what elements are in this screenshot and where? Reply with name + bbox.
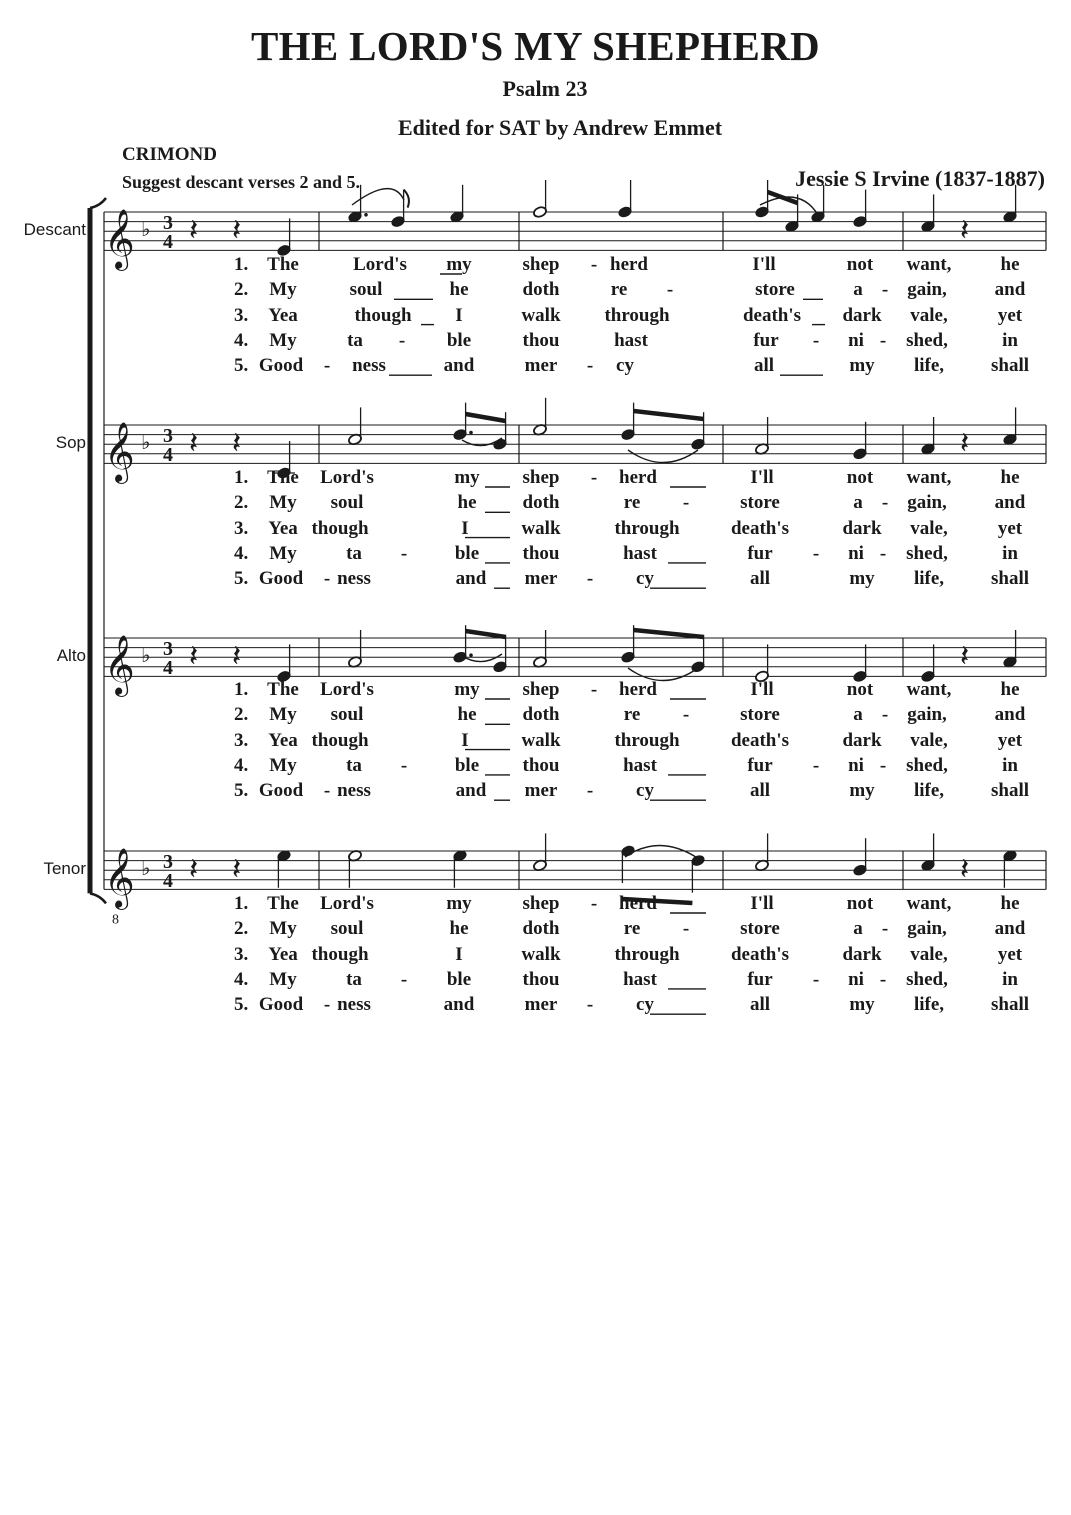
lyric-syllable: ta [346, 542, 362, 564]
lyric-syllable: he [1000, 679, 1020, 700]
lyric-syllable: though [311, 943, 369, 965]
lyric-syllable: soul [330, 492, 364, 514]
lyric-syllable: Yea [268, 729, 298, 751]
lyric-syllable: in [1002, 754, 1018, 776]
beam [466, 414, 506, 421]
lyric-hyphen: - [323, 780, 331, 802]
lyric-syllable: shall [990, 780, 1030, 802]
lyric-syllable: fur [747, 542, 773, 564]
quarter-rest: 𝄽 [189, 426, 199, 461]
lyric-syllable: not [846, 893, 874, 914]
part-label-alto: Alto [56, 646, 86, 665]
lyric-syllable: death's [730, 943, 790, 965]
lyric-syllable: I'll [750, 467, 774, 488]
lyric-hyphen: - [586, 355, 594, 377]
lyric-syllable: ni [848, 542, 864, 564]
lyric-hyphen: - [881, 704, 889, 726]
lyric-syllable: Lord's [320, 467, 374, 488]
lyric-syllable: want, [906, 893, 952, 914]
lyric-syllable: My [269, 492, 297, 514]
lyric-syllable: though [354, 304, 412, 326]
verse-number: 3. [234, 943, 249, 965]
lyric-syllable: life, [913, 780, 945, 802]
lyric-syllable: and [994, 279, 1026, 301]
lyric-syllable: my [446, 893, 472, 914]
lyric-syllable: My [269, 918, 297, 940]
beam [466, 631, 506, 637]
lyric-syllable: walk [521, 943, 561, 965]
lyric-syllable: hast [623, 754, 657, 776]
quarter-rest: 𝄽 [232, 639, 242, 674]
lyric-syllable: Good [258, 994, 304, 1016]
page-title: THE LORD'S MY SHEPHERD [251, 23, 820, 69]
lyric-syllable: cy [636, 994, 654, 1016]
lyric-syllable: herd [619, 893, 657, 914]
lyric-syllable: ness [337, 568, 371, 590]
lyric-hyphen: - [400, 968, 408, 990]
lyric-syllable: not [846, 254, 874, 275]
verse-number: 1. [234, 893, 249, 914]
verse-number: 1. [234, 679, 249, 700]
lyric-syllable: doth [522, 492, 560, 514]
treble-clef: 𝄞 [104, 848, 135, 908]
lyric-syllable: cy [636, 780, 654, 802]
lyric-syllable: death's [730, 729, 790, 751]
lyric-hyphen: - [879, 754, 887, 776]
slur [625, 845, 699, 859]
lyric-syllable: gain, [907, 492, 947, 514]
lyric-hyphen: - [398, 329, 406, 351]
lyric-syllable: through [614, 729, 680, 751]
lyric-syllable: life, [913, 355, 945, 377]
eighth-flag [404, 190, 409, 208]
quarter-rest: 𝄽 [960, 426, 970, 461]
lyric-hyphen: - [323, 568, 331, 590]
lyric-syllable: want, [906, 254, 952, 275]
lyric-syllable: re [623, 918, 641, 940]
lyric-syllable: doth [522, 704, 560, 726]
key-signature-flat: ♭ [141, 430, 151, 455]
verse-number: 1. [234, 467, 249, 488]
lyric-syllable: not [846, 679, 874, 700]
lyric-syllable: ni [848, 329, 864, 351]
lyric-syllable: shall [990, 568, 1030, 590]
lyric-syllable: My [269, 754, 297, 776]
lyric-syllable: The [267, 893, 299, 914]
verse-number: 2. [234, 492, 249, 514]
verse-number: 3. [234, 729, 249, 751]
slur [352, 189, 404, 205]
lyric-syllable: re [623, 492, 641, 514]
lyric-syllable: a [853, 492, 863, 514]
lyric-hyphen: - [590, 467, 598, 488]
lyric-syllable: ni [848, 754, 864, 776]
lyric-syllable: gain, [907, 918, 947, 940]
tune-name: CRIMOND [122, 144, 217, 165]
lyric-syllable: store [755, 279, 795, 301]
lyric-syllable: ness [337, 780, 371, 802]
time-signature-top: 3 [163, 425, 173, 447]
time-signature-bottom: 4 [163, 657, 173, 679]
lyric-hyphen: - [682, 918, 690, 940]
lyric-syllable: gain, [907, 704, 947, 726]
lyric-syllable: Lord's [353, 254, 407, 275]
lyric-syllable: I'll [752, 254, 776, 275]
dot [364, 213, 368, 217]
lyric-syllable: through [604, 304, 670, 326]
lyric-hyphen: - [323, 994, 331, 1016]
lyric-syllable: and [455, 568, 487, 590]
lyric-hyphen: - [586, 568, 594, 590]
verse-number: 3. [234, 517, 249, 539]
performance-note: Suggest descant verses 2 and 5. [122, 172, 361, 192]
lyric-syllable: hast [614, 329, 648, 351]
lyric-syllable: mer [524, 780, 558, 802]
lyric-syllable: ble [454, 542, 480, 564]
lyric-syllable: My [269, 542, 297, 564]
dot [469, 653, 473, 657]
lyric-hyphen: - [812, 542, 820, 564]
lyric-syllable: and [455, 780, 487, 802]
lyric-syllable: all [749, 994, 771, 1016]
lyric-syllable: dark [842, 729, 882, 751]
lyric-syllable: my [446, 254, 472, 275]
time-signature-bottom: 4 [163, 231, 173, 253]
part-label-tenor: Tenor [43, 859, 86, 878]
lyric-syllable: My [269, 279, 297, 301]
lyric-syllable: though [311, 729, 369, 751]
lyric-hyphen: - [400, 542, 408, 564]
lyric-syllable: I [461, 517, 469, 539]
lyric-syllable: vale, [910, 517, 948, 539]
dot [469, 431, 473, 435]
lyric-syllable: I [455, 943, 463, 965]
lyric-syllable: death's [730, 517, 790, 539]
lyric-syllable: shep [522, 893, 560, 914]
lyric-syllable: he [457, 704, 477, 726]
lyric-syllable: doth [522, 918, 560, 940]
lyric-syllable: gain, [907, 279, 947, 301]
lyric-syllable: shall [990, 994, 1030, 1016]
lyric-syllable: he [457, 492, 477, 514]
lyric-syllable: store [740, 492, 780, 514]
lyric-syllable: yet [997, 943, 1023, 965]
lyric-syllable: all [749, 780, 771, 802]
lyric-syllable: ni [848, 968, 864, 990]
lyric-syllable: thou [522, 754, 560, 776]
lyric-syllable: a [853, 279, 863, 301]
time-signature-top: 3 [163, 851, 173, 873]
lyric-syllable: doth [522, 279, 560, 301]
lyric-syllable: he [1000, 467, 1020, 488]
lyric-syllable: herd [610, 254, 648, 275]
lyric-syllable: Yea [268, 517, 298, 539]
time-signature-bottom: 4 [163, 444, 173, 466]
verse-number: 2. [234, 279, 249, 301]
lyric-syllable: through [614, 943, 680, 965]
lyric-syllable: Lord's [320, 893, 374, 914]
lyric-syllable: re [610, 279, 628, 301]
treble-clef: 𝄞 [104, 209, 135, 269]
lyric-syllable: shall [990, 355, 1030, 377]
lyric-syllable: my [454, 467, 480, 488]
lyric-syllable: mer [524, 994, 558, 1016]
lyric-hyphen: - [586, 994, 594, 1016]
lyric-syllable: store [740, 918, 780, 940]
lyric-syllable: I'll [750, 893, 774, 914]
lyric-syllable: dark [842, 943, 882, 965]
verse-number: 5. [234, 780, 249, 802]
lyric-syllable: hast [623, 968, 657, 990]
lyric-syllable: ble [454, 754, 480, 776]
lyric-hyphen: - [590, 679, 598, 700]
lyric-syllable: my [849, 994, 875, 1016]
verse-number: 4. [234, 754, 249, 776]
lyric-syllable: ness [352, 355, 386, 377]
time-signature-bottom: 4 [163, 870, 173, 892]
lyric-syllable: vale, [910, 304, 948, 326]
lyric-syllable: in [1002, 968, 1018, 990]
lyric-syllable: store [740, 704, 780, 726]
lyric-syllable: ble [446, 968, 472, 990]
lyric-syllable: and [443, 355, 475, 377]
lyric-syllable: vale, [910, 943, 948, 965]
lyric-hyphen: - [881, 492, 889, 514]
lyric-syllable: and [994, 492, 1026, 514]
bracket-top-hook [90, 198, 106, 208]
lyric-syllable: he [1000, 254, 1020, 275]
lyric-syllable: I [455, 304, 463, 326]
lyric-syllable: I [461, 729, 469, 751]
part-label-sop: Sop [55, 433, 86, 452]
lyric-hyphen: - [812, 754, 820, 776]
lyric-syllable: all [753, 355, 775, 377]
key-signature-flat: ♭ [141, 643, 151, 668]
verse-number: 4. [234, 542, 249, 564]
slur [628, 450, 698, 463]
lyric-syllable: a [853, 918, 863, 940]
verse-number: 5. [234, 994, 249, 1016]
lyric-syllable: My [269, 968, 297, 990]
lyric-syllable: cy [616, 355, 634, 377]
lyric-syllable: soul [330, 918, 364, 940]
lyric-syllable: in [1002, 329, 1018, 351]
lyric-syllable: fur [747, 968, 773, 990]
part-label-descant: Descant [23, 220, 86, 239]
lyric-syllable: The [267, 679, 299, 700]
lyric-syllable: walk [521, 729, 561, 751]
quarter-rest: 𝄽 [960, 639, 970, 674]
lyric-syllable: thou [522, 968, 560, 990]
lyric-syllable: Lord's [320, 679, 374, 700]
lyric-syllable: he [1000, 893, 1020, 914]
octave-mark: 8 [112, 912, 119, 928]
lyric-syllable: my [849, 568, 875, 590]
lyric-syllable: The [267, 467, 299, 488]
lyric-syllable: dark [842, 304, 882, 326]
lyric-syllable: herd [619, 679, 657, 700]
quarter-rest: 𝄽 [189, 213, 199, 248]
time-signature-top: 3 [163, 212, 173, 234]
composer-credit: Jessie S Irvine (1837-1887) [795, 166, 1045, 191]
key-signature-flat: ♭ [141, 217, 151, 242]
lyric-syllable: life, [913, 994, 945, 1016]
lyric-syllable: ble [446, 329, 472, 351]
lyric-syllable: though [311, 517, 369, 539]
verse-number: 4. [234, 968, 249, 990]
lyric-syllable: mer [524, 568, 558, 590]
lyric-syllable: my [849, 780, 875, 802]
key-signature-flat: ♭ [141, 856, 151, 881]
lyric-syllable: not [846, 467, 874, 488]
lyric-syllable: mer [524, 355, 558, 377]
beam [634, 411, 704, 419]
quarter-rest: 𝄽 [189, 639, 199, 674]
lyric-hyphen: - [879, 968, 887, 990]
lyric-syllable: life, [913, 568, 945, 590]
lyric-syllable: shed, [906, 329, 948, 351]
lyric-syllable: my [849, 355, 875, 377]
quarter-rest: 𝄽 [232, 213, 242, 248]
lyric-syllable: My [269, 329, 297, 351]
lyric-syllable: ness [337, 994, 371, 1016]
lyric-syllable: vale, [910, 729, 948, 751]
quarter-rest: 𝄽 [232, 426, 242, 461]
lyric-syllable: thou [522, 329, 560, 351]
beam [634, 630, 704, 637]
quarter-rest: 𝄽 [960, 852, 970, 887]
lyric-syllable: shed, [906, 754, 948, 776]
lyric-syllable: he [449, 279, 469, 301]
lyric-syllable: soul [330, 704, 364, 726]
lyric-hyphen: - [879, 542, 887, 564]
lyric-syllable: he [449, 918, 469, 940]
lyric-hyphen: - [812, 968, 820, 990]
lyric-hyphen: - [400, 754, 408, 776]
lyric-syllable: through [614, 517, 680, 539]
lyric-syllable: Good [258, 355, 304, 377]
lyric-hyphen: - [590, 254, 598, 275]
lyric-syllable: walk [521, 517, 561, 539]
lyric-syllable: The [267, 254, 299, 275]
slur [462, 654, 502, 662]
lyric-syllable: walk [521, 304, 561, 326]
lyric-hyphen: - [323, 355, 331, 377]
lyric-hyphen: - [881, 279, 889, 301]
lyric-hyphen: - [879, 329, 887, 351]
lyric-hyphen: - [812, 329, 820, 351]
lyric-syllable: shep [522, 254, 560, 275]
verse-number: 2. [234, 918, 249, 940]
time-signature-top: 3 [163, 638, 173, 660]
lyric-hyphen: - [586, 780, 594, 802]
lyric-syllable: soul [349, 279, 383, 301]
lyric-hyphen: - [881, 918, 889, 940]
lyric-syllable: want, [906, 679, 952, 700]
lyric-syllable: Yea [268, 304, 298, 326]
lyric-syllable: thou [522, 542, 560, 564]
lyric-hyphen: - [682, 492, 690, 514]
lyric-syllable: Good [258, 568, 304, 590]
lyric-syllable: want, [906, 467, 952, 488]
lyric-hyphen: - [666, 279, 674, 301]
verse-number: 5. [234, 355, 249, 377]
quarter-rest: 𝄽 [960, 213, 970, 248]
lyric-syllable: ta [347, 329, 363, 351]
lyric-syllable: a [853, 704, 863, 726]
lyric-syllable: shep [522, 467, 560, 488]
lyric-syllable: yet [997, 304, 1023, 326]
lyric-syllable: Good [258, 780, 304, 802]
lyric-syllable: cy [636, 568, 654, 590]
lyric-syllable: I'll [750, 679, 774, 700]
verse-number: 3. [234, 304, 249, 326]
quarter-rest: 𝄽 [232, 852, 242, 887]
lyric-syllable: shed, [906, 968, 948, 990]
lyric-hyphen: - [590, 893, 598, 914]
lyric-syllable: and [443, 994, 475, 1016]
lyric-syllable: and [994, 704, 1026, 726]
lyric-syllable: in [1002, 542, 1018, 564]
lyric-syllable: herd [619, 467, 657, 488]
lyric-syllable: fur [753, 329, 779, 351]
lyric-syllable: ta [346, 754, 362, 776]
lyric-syllable: death's [742, 304, 802, 326]
editor-credit: Edited for SAT by Andrew Emmet [397, 115, 723, 140]
verse-number: 1. [234, 254, 249, 275]
verse-number: 2. [234, 704, 249, 726]
lyric-syllable: all [749, 568, 771, 590]
lyric-syllable: Yea [268, 943, 298, 965]
lyric-hyphen: - [682, 704, 690, 726]
lyric-syllable: ta [346, 968, 362, 990]
lyric-syllable: my [454, 679, 480, 700]
lyric-syllable: yet [997, 517, 1023, 539]
lyric-syllable: fur [747, 754, 773, 776]
lyric-syllable: My [269, 704, 297, 726]
quarter-rest: 𝄽 [189, 852, 199, 887]
verse-number: 5. [234, 568, 249, 590]
lyric-syllable: hast [623, 542, 657, 564]
treble-clef: 𝄞 [104, 422, 135, 482]
lyric-syllable: re [623, 704, 641, 726]
lyric-syllable: dark [842, 517, 882, 539]
lyric-syllable: and [994, 918, 1026, 940]
verse-number: 4. [234, 329, 249, 351]
lyric-syllable: yet [997, 729, 1023, 751]
lyric-syllable: shep [522, 679, 560, 700]
lyric-syllable: shed, [906, 542, 948, 564]
treble-clef: 𝄞 [104, 635, 135, 695]
subtitle: Psalm 23 [502, 76, 588, 101]
